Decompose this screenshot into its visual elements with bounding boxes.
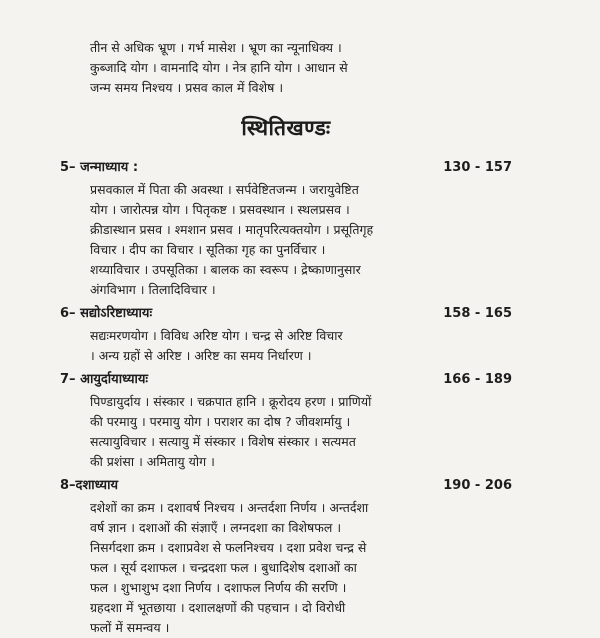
chapter-6 — [60, 304, 512, 366]
section-title: स्थितिखण्डः — [241, 116, 331, 140]
chapter-pages: 130 - 157 — [443, 160, 512, 175]
contents-line: फल । सूर्य दशाफल । चन्द्रदशा फल । बुधादिशेष दशाओं का — [90, 560, 357, 575]
chapter-pages: 166 - 189 — [443, 372, 512, 387]
chapter-heading — [60, 476, 512, 496]
chapter-contents — [60, 326, 512, 366]
contents-line: वर्ष ज्ञान । दशाओं की संज्ञाएँ । लग्नदशा का विशेषफल । — [90, 520, 342, 535]
chapter-5 — [60, 158, 512, 300]
chapter-contents — [60, 498, 512, 638]
chapter-pages: 158 - 165 — [443, 306, 512, 321]
contents-line: सद्यःमरणयोग । विविध अरिष्ट योग । चन्द्र से अरिष्ट विचार — [90, 328, 343, 343]
chapter-pages: 190 - 206 — [443, 478, 512, 493]
contents-line: निसर्गदशा क्रम । दशाप्रवेश से फलनिश्चय । दशा प्रवेश चन्द्र से — [90, 540, 367, 555]
contents-line: विचार । दीप का विचार । सूतिका गृह का पुनर्विचार । — [90, 242, 326, 257]
contents-line: फल । शुभाशुभ दशा निर्णय । दशाफल निर्णय की सरणि । — [90, 580, 347, 595]
intro-line: तीन से अधिक भ्रूण । गर्भ मासेश । भ्रूण का न्यूनाधिक्य । — [90, 40, 342, 55]
contents-line: ग्रहदशा में भूतछाया । दशालक्षणों की पहचान । दो विरोधी — [90, 600, 346, 615]
contents-line: । अन्य ग्रहों से अरिष्ट । अरिष्ट का समय निर्धारण । — [90, 348, 312, 363]
contents-line: सत्यायुविचार । सत्यायु में संस्कार । विशेष संस्कार । सत्यमत — [90, 434, 356, 449]
contents-line: क्रीडास्थान प्रसव । श्मशान प्रसव । मातृपरित्यक्तयोग । प्रसूतिगृह — [90, 222, 374, 237]
chapter-contents — [60, 392, 512, 472]
chapter-contents — [60, 180, 512, 300]
intro-paragraph — [60, 38, 512, 98]
contents-line: शय्याविचार । उपसूतिका । बालक का स्वरूप । द्रेष्काणानुसार — [90, 262, 361, 277]
intro-line: जन्म समय निश्चय । प्रसव काल में विशेष । — [90, 80, 284, 95]
chapter-heading — [60, 158, 512, 178]
contents-line: दशेशों का क्रम । दशावर्ष निश्चय । अन्तर्दशा निर्णय । अन्तर्दशा — [90, 500, 369, 515]
contents-line: फलों में समन्वय । — [90, 620, 170, 635]
intro-line: कुब्जादि योग । वामनादि योग । नेत्र हानि योग । आधान से — [90, 60, 348, 75]
contents-line: की प्रशंसा । अमितायु योग । — [90, 454, 215, 469]
chapter-heading — [60, 370, 512, 390]
chapter-7 — [60, 370, 512, 472]
contents-line: योग । जारोत्पन्न योग । पितृकष्ट । प्रसवस्थान । स्थलप्रसव । — [90, 202, 350, 217]
contents-line: की परमायु । परमायु योग । पराशर का दोष ? जीवशर्मायु । — [90, 414, 351, 429]
contents-line: अंगविभाग । तिलादिविचार । — [90, 282, 216, 297]
chapter-title: 7– आयुर्दायाध्यायः — [60, 372, 149, 387]
contents-line: प्रसवकाल में पिता की अवस्था । सर्पवेष्टितजन्म । जरायुवेष्टित — [90, 182, 359, 197]
chapter-title: 5– जन्माध्याय : — [60, 160, 139, 175]
contents-line: पिण्डायुर्दाय । संस्कार । चक्रपात हानि । क्रूरोदय हरण । प्राणियों — [90, 394, 372, 409]
chapter-8 — [60, 476, 512, 638]
chapter-heading — [60, 304, 512, 324]
chapter-title: 6– सद्योऽरिष्टाध्यायः — [60, 306, 153, 321]
chapter-title: 8–दशाध्याय — [60, 478, 118, 493]
